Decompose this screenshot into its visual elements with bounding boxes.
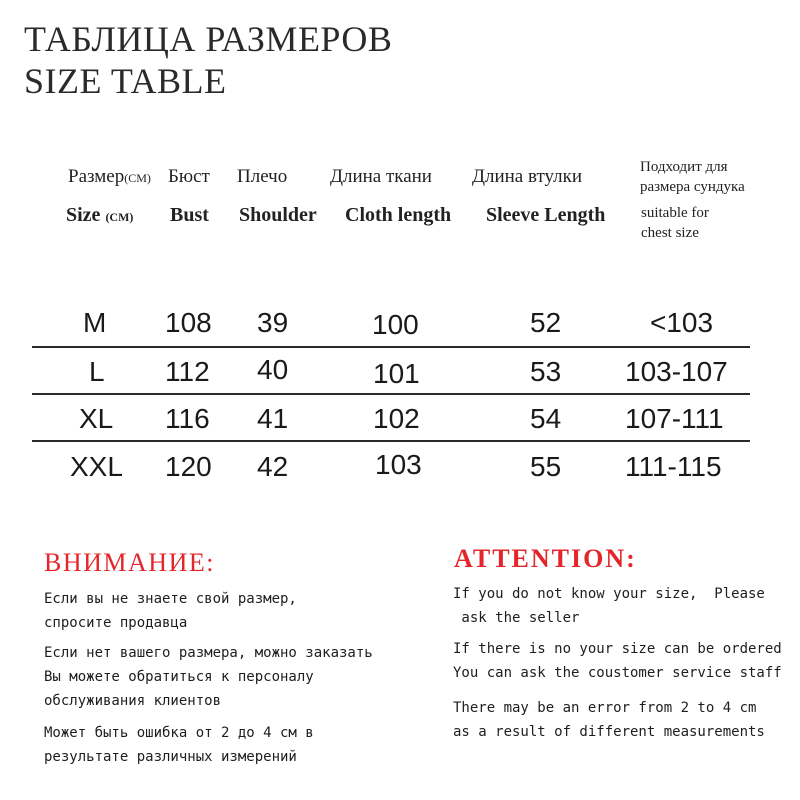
attention-ru-line4: Вы можете обратиться к персоналу	[44, 669, 314, 685]
row-l-cloth: 101	[373, 358, 420, 389]
attention-ru-line3: Если нет вашего размера, можно заказать	[44, 645, 373, 661]
header-size-ru	[68, 166, 151, 188]
header-chest-ru	[640, 157, 745, 197]
header-chest-en	[641, 203, 709, 243]
row-xxl-cloth: 103	[375, 449, 422, 480]
attention-heading-ru: ВНИМАНИЕ:	[44, 548, 215, 577]
header-size-ru-label: Размер	[68, 166, 125, 187]
attention-en-line5: There may be an error from 2 to 4 cm	[453, 700, 757, 716]
header-sleeve-en: Sleeve Length	[486, 204, 606, 226]
attention-ru-line1: Если вы не знаете свой размер,	[44, 591, 297, 607]
attention-ru-line2: спросите продавца	[44, 615, 188, 631]
title-russian: ТАБЛИЦА РАЗМЕРОВ	[24, 19, 393, 59]
row-m-sleeve: 52	[530, 307, 562, 338]
header-chest-en-line1: suitable for	[641, 205, 709, 221]
header-sleeve-ru: Длина втулки	[472, 166, 583, 187]
attention-en-line6: as a result of different measurements	[453, 724, 765, 740]
header-shoulder-ru: Плечо	[237, 166, 288, 187]
row-l-size: L	[89, 356, 105, 387]
header-size-en-unit: (CM)	[105, 210, 134, 224]
row-l-bust: 112	[165, 356, 210, 387]
row-xl-bust: 116	[165, 403, 210, 434]
row-xxl-chest: 111-115	[625, 451, 722, 482]
header-chest-en-line2: chest size	[641, 225, 699, 241]
header-size-en-label: Size	[66, 204, 101, 226]
row-l-sleeve: 53	[530, 356, 562, 387]
row-xl-shoulder: 41	[257, 403, 289, 434]
attention-heading-en: ATTENTION:	[454, 544, 637, 573]
row-xxl-size: XXL	[70, 451, 123, 482]
header-cloth-ru: Длина ткани	[330, 166, 432, 187]
row-l-shoulder: 40	[257, 354, 289, 385]
attention-en-line4: You can ask the coustomer service staff	[453, 665, 782, 681]
row-xxl-bust: 120	[165, 451, 212, 482]
attention-ru-line7: результате различных измерений	[44, 749, 297, 765]
header-bust-ru: Бюст	[168, 166, 210, 187]
row-xxl-shoulder: 42	[257, 451, 289, 482]
title-english: SIZE TABLE	[24, 61, 227, 101]
attention-ru-line5: обслуживания клиентов	[44, 693, 222, 709]
row-m-bust: 108	[165, 307, 212, 338]
row-xxl-sleeve: 55	[530, 451, 562, 482]
row-xl-cloth: 102	[373, 403, 420, 434]
attention-en-line2: ask the seller	[453, 610, 580, 626]
header-chest-ru-line1: Подходит для	[640, 159, 728, 175]
table-row-divider	[32, 346, 750, 348]
header-size-en	[66, 204, 133, 227]
row-m-shoulder: 39	[257, 307, 289, 338]
table-row-divider	[32, 393, 750, 395]
attention-ru-line6: Может быть ошибка от 2 до 4 см в	[44, 725, 314, 741]
attention-en-line3: If there is no your size can be ordered	[453, 641, 782, 657]
row-l-chest: 103-107	[625, 356, 728, 387]
row-xl-sleeve: 54	[530, 403, 562, 434]
header-bust-en: Bust	[170, 204, 209, 226]
header-chest-ru-line2: размера сундука	[640, 179, 745, 195]
row-m-chest: <103	[650, 307, 714, 338]
header-cloth-en: Cloth length	[345, 204, 452, 226]
row-xl-size: XL	[79, 403, 114, 434]
row-xl-chest: 107-111	[625, 403, 724, 434]
row-m-cloth: 100	[372, 309, 419, 340]
table-row-divider	[32, 440, 750, 442]
header-shoulder-en: Shoulder	[239, 204, 317, 226]
attention-en-line1: If you do not know your size, Please	[453, 586, 765, 602]
row-m-size: M	[83, 307, 107, 338]
header-size-ru-unit: (CM)	[124, 171, 151, 185]
